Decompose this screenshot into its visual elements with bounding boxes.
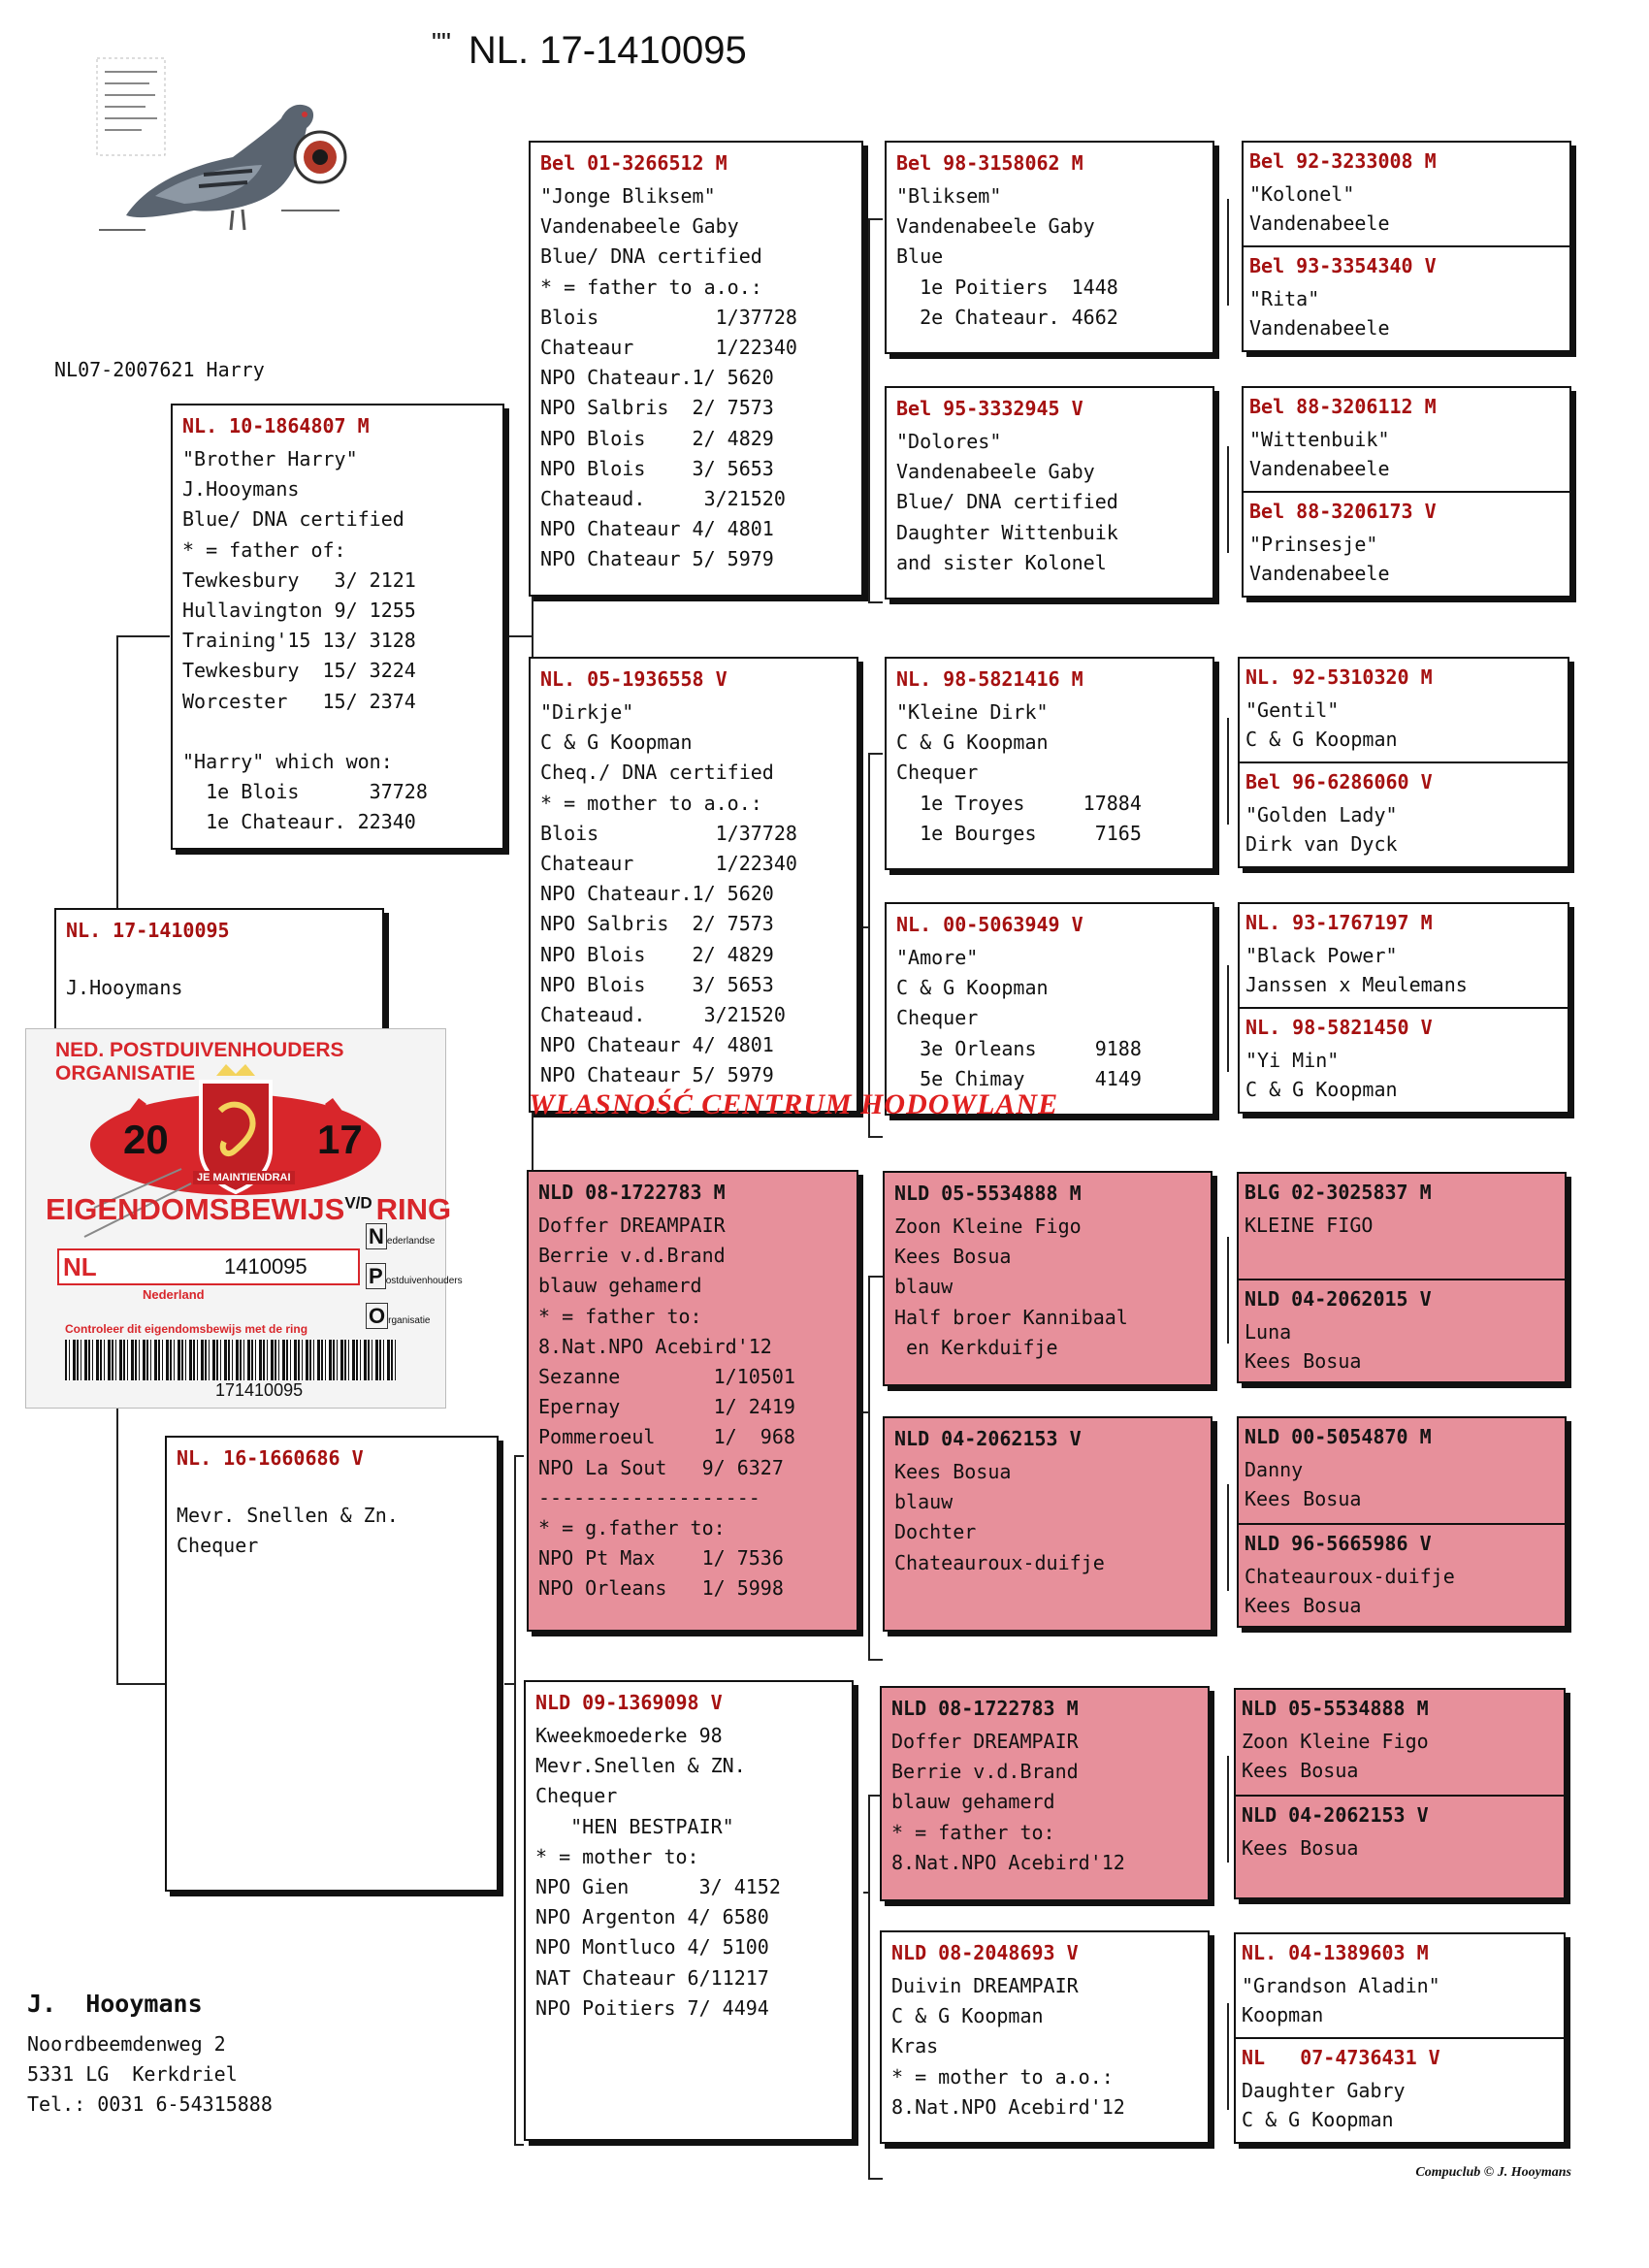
- certificate-title-main: EIGENDOMSBEWIJS: [46, 1192, 345, 1226]
- gen4-entry: [1239, 1174, 1565, 1280]
- ring-number: NLD 08-1722783 M: [891, 1697, 1079, 1720]
- pigeon-icon: [87, 50, 359, 244]
- result-line: NPO Argenton 4/ 6580: [535, 1905, 769, 1929]
- info-line: Vandenabeele: [1249, 211, 1390, 235]
- info-line: Doffer DREAMPAIR: [891, 1730, 1079, 1753]
- ring-number: NL. 93-1767197 M: [1245, 911, 1433, 934]
- info-line: C & G Koopman: [891, 2004, 1044, 2028]
- ring-number: NL. 98-5821450 V: [1245, 1016, 1433, 1039]
- certificate-country: Nederland: [143, 1287, 205, 1302]
- connector-line: [116, 635, 118, 917]
- gen3-box-1[interactable]: [885, 141, 1214, 354]
- info-line: Mevr. Snellen & Zn.: [177, 1504, 399, 1527]
- header-ring-number: NL. 17-1410095: [468, 29, 747, 72]
- result-line: NPO Salbris 2/ 7573: [540, 396, 774, 420]
- result-line: 1e Blois 37728: [182, 780, 428, 804]
- connector-line: [868, 2178, 883, 2180]
- certificate-year-right: 17: [317, 1117, 363, 1162]
- gen4-entry: [1239, 1525, 1565, 1620]
- gen3-box-7[interactable]: [880, 1686, 1210, 1901]
- info-line: Blue/ DNA certified: [896, 490, 1118, 514]
- result-line: NPO Montluco 4/ 5100: [535, 1935, 769, 1960]
- gen3-box-6[interactable]: [883, 1416, 1212, 1632]
- info-line: Zoon Kleine Figo: [1242, 1730, 1429, 1753]
- gen4-entry: [1236, 1934, 1564, 2039]
- connector-line: [514, 1455, 524, 1457]
- info-line: Chequer: [896, 1006, 979, 1030]
- connector-line: [1227, 718, 1229, 825]
- certificate-country-code: NL: [63, 1252, 97, 1281]
- info-line: C & G Koopman: [1242, 2108, 1394, 2131]
- info-line: Kees Bosua: [894, 1460, 1012, 1483]
- gen4-pair-1[interactable]: [1242, 141, 1571, 352]
- connector-line: [504, 635, 532, 637]
- result-line: Tewkesbury 3/ 2121: [182, 567, 416, 592]
- info-line: Janssen x Meulemans: [1245, 973, 1468, 996]
- result-line: 1e Chateaur. 22340: [182, 810, 416, 834]
- info-line: Luna: [1245, 1320, 1292, 1344]
- info-line: blauw: [894, 1275, 954, 1299]
- connector-line: [868, 218, 870, 601]
- sire-label: NL07-2007621 Harry: [54, 358, 265, 381]
- result-line: NPO Salbris 2/ 7573: [540, 912, 774, 936]
- result-line: NPO Chateaur.1/ 5620: [540, 366, 774, 390]
- certificate-year-left: 20: [123, 1117, 169, 1162]
- owner-name: J. Hooymans: [27, 1990, 203, 2018]
- result-line: Chateaud. 3/21520: [540, 1003, 786, 1027]
- ring-number: NLD 96-5665986 V: [1245, 1532, 1432, 1555]
- info-line: "Grandson Aladin": [1242, 1974, 1440, 1997]
- connector-line: [868, 1659, 883, 1661]
- info-line: * = mother to a.o.:: [891, 2064, 1114, 2089]
- connector-line: [116, 1683, 165, 1685]
- certificate-ring-field: [57, 1248, 360, 1285]
- result-line: Blois 1/37728: [540, 821, 797, 845]
- info-line: * = mother to a.o.:: [540, 791, 762, 815]
- ring-number: Bel 01-3266512 M: [540, 151, 728, 175]
- info-line: C & G Koopman: [1245, 728, 1398, 751]
- certificate-control-text: Controleer dit eigendomsbewijs met de ring: [65, 1322, 308, 1336]
- info-line: Chequer: [535, 1784, 618, 1808]
- ring-number: NLD 05-5534888 M: [894, 1182, 1082, 1205]
- info-line: "Kleine Dirk": [896, 700, 1049, 724]
- npo-letter-p: P: [366, 1263, 386, 1289]
- result-line: 2e Chateaur. 4662: [896, 305, 1118, 329]
- result-line: Tewkesbury 15/ 3224: [182, 659, 416, 683]
- result-line: Worcester 15/ 2374: [182, 689, 416, 713]
- result-line: Chateaud. 3/21520: [540, 487, 786, 511]
- info-line: "Prinsesje": [1249, 533, 1378, 556]
- connector-line: [868, 1276, 883, 1278]
- result-line: NPO Blois 3/ 5653: [540, 456, 774, 480]
- info-line: Kees Bosua: [894, 1245, 1012, 1269]
- ring-number: NL 07-4736431 V: [1242, 2046, 1440, 2069]
- header-quote-mark: "": [432, 27, 451, 57]
- gen4-entry: [1240, 904, 1568, 1009]
- info-line: KLEINE FIGO: [1245, 1214, 1374, 1237]
- info-line: Vandenabeele: [1249, 562, 1390, 585]
- connector-line: [1227, 2003, 1229, 2110]
- gen4-entry: [1240, 1009, 1568, 1104]
- gen4-entry: [1244, 388, 1569, 493]
- npo-letter-o: O: [366, 1303, 388, 1329]
- info-line: Blue: [896, 244, 944, 269]
- info-line: * = father to:: [891, 1820, 1055, 1844]
- gen4-pair-7[interactable]: [1234, 1688, 1566, 1899]
- info-line: Kees Bosua: [1245, 1487, 1362, 1510]
- ring-number: NL. 04-1389603 M: [1242, 1941, 1429, 1964]
- info-line: "Brother Harry": [182, 447, 358, 470]
- connector-line: [868, 753, 870, 1136]
- connector-line: [1227, 965, 1229, 1072]
- connector-line: [514, 2144, 524, 2146]
- ring-number: Bel 98-3158062 M: [896, 151, 1083, 175]
- info-line: Chateauroux-duifje: [894, 1550, 1105, 1574]
- result-line: NPO Chateaur 4/ 4801: [540, 1033, 774, 1057]
- owner-line: J.Hooymans: [66, 976, 183, 999]
- ownership-certificate: [25, 1028, 463, 1409]
- info-line: Cheq./ DNA certified: [540, 761, 774, 785]
- npo-line-p: [366, 1259, 463, 1299]
- info-line: Doffer DREAMPAIR: [538, 1214, 726, 1237]
- info-line: Chequer: [177, 1534, 259, 1558]
- info-line: and sister Kolonel: [896, 550, 1107, 574]
- result-line: NPO Blois 2/ 4829: [540, 942, 774, 966]
- info-line: "Dirkje": [540, 700, 634, 724]
- npo-word-n: ederlandse: [386, 1236, 436, 1247]
- info-line: Dirk van Dyck: [1245, 832, 1398, 856]
- sire-box[interactable]: [171, 404, 504, 850]
- certificate-npo-block: [366, 1219, 463, 1339]
- gen4-entry: [1244, 143, 1569, 247]
- ring-number: NL. 16-1660686 V: [177, 1446, 364, 1470]
- result-line: Training'15 13/ 3128: [182, 629, 416, 653]
- connector-line: [868, 601, 883, 603]
- gen3-box-5[interactable]: [883, 1171, 1212, 1386]
- ring-number: Bel 96-6286060 V: [1245, 770, 1433, 794]
- owner-street: Noordbeemdenweg 2: [27, 2032, 226, 2056]
- info-line: "Amore": [896, 946, 979, 969]
- result-line: NPO La Sout 9/ 6327: [538, 1455, 784, 1479]
- info-line: blauw gehamerd: [891, 1790, 1055, 1814]
- info-line: Zoon Kleine Figo: [894, 1215, 1082, 1238]
- connector-line: [1227, 1756, 1229, 1863]
- result-line: NPO Chateaur.1/ 5620: [540, 882, 774, 906]
- ring-number: NL. 98-5821416 M: [896, 667, 1083, 691]
- connector-line: [868, 218, 883, 220]
- gen4-entry: [1239, 1280, 1565, 1376]
- ring-number: NL. 92-5310320 M: [1245, 665, 1433, 689]
- info-line: * = father to:: [538, 1304, 702, 1328]
- info-line: 8.Nat.NPO Acebird'12: [891, 1850, 1125, 1874]
- connector-line: [868, 1795, 870, 2178]
- ring-number: NLD 09-1369098 V: [535, 1691, 723, 1714]
- info-line: C & G Koopman: [540, 730, 693, 755]
- info-line: Duivin DREAMPAIR: [891, 1974, 1079, 1997]
- gen3-box-4[interactable]: [885, 902, 1214, 1116]
- owner-city: 5331 LG Kerkdriel: [27, 2062, 238, 2086]
- info-line: * = g.father to:: [538, 1516, 726, 1540]
- gen2-box-1[interactable]: [529, 141, 863, 597]
- info-line: "Dolores": [896, 430, 1002, 453]
- ring-number: NLD 04-2062153 V: [1242, 1803, 1429, 1827]
- info-line: * = mother to:: [535, 1844, 699, 1868]
- connector-line: [116, 1407, 118, 1683]
- info-line: Koopman: [1242, 2003, 1324, 2026]
- result-line: Sezanne 1/10501: [538, 1365, 795, 1389]
- info-line: Chateauroux-duifje: [1245, 1565, 1455, 1588]
- gen3-box-2[interactable]: [885, 386, 1214, 599]
- gen3-box-3[interactable]: [885, 657, 1214, 870]
- result-line: NAT Chateaur 6/11217: [535, 1965, 769, 1990]
- result-line: NPO Gien 3/ 4152: [535, 1875, 781, 1899]
- ring-number: Bel 92-3233008 M: [1249, 149, 1437, 173]
- ring-number: NL. 10-1864807 M: [182, 414, 370, 437]
- result-line: 1e Troyes 17884: [896, 791, 1142, 815]
- info-line: en Kerkduifje: [894, 1335, 1058, 1359]
- npo-letter-n: N: [366, 1223, 387, 1249]
- info-line: Kees Bosua: [1245, 1594, 1362, 1617]
- info-line: "Bliksem": [896, 184, 1002, 208]
- result-line: 1e Poitiers 1448: [896, 275, 1118, 299]
- info-line: Vandenabeele Gaby: [896, 460, 1095, 484]
- result-line: NPO Blois 2/ 4829: [540, 426, 774, 450]
- gen4-pair-3[interactable]: [1238, 657, 1569, 868]
- connector-line: [504, 1683, 514, 1685]
- gen2-box-2[interactable]: [529, 657, 858, 1113]
- certificate-ring-number: 1410095: [224, 1254, 307, 1279]
- result-line: Epernay 1/ 2419: [538, 1395, 795, 1419]
- info-line: C & G Koopman: [1245, 1078, 1398, 1101]
- gen4-pair-6[interactable]: [1237, 1416, 1567, 1628]
- info-line: "Wittenbuik": [1249, 428, 1390, 451]
- ring-number: NL. 00-5063949 V: [896, 913, 1083, 936]
- gen4-entry: [1240, 763, 1568, 859]
- info-line: Chequer: [896, 761, 979, 785]
- result-line: Hullavington 9/ 1255: [182, 599, 416, 623]
- result-line: 3e Orleans 9188: [896, 1036, 1142, 1060]
- connector-line: [514, 1455, 516, 2144]
- certificate-barcode: [65, 1340, 397, 1380]
- result-line: Pommeroeul 1/ 968: [538, 1425, 795, 1449]
- ring-number: NLD 08-1722783 M: [538, 1181, 726, 1204]
- info-line: J.Hooymans: [182, 477, 300, 502]
- pedigree-header: [432, 27, 747, 73]
- info-line: Danny: [1245, 1458, 1304, 1481]
- info-line: Kras: [891, 2034, 939, 2058]
- gen4-entry: [1236, 1690, 1564, 1797]
- gen3-box-8[interactable]: [880, 1930, 1210, 2144]
- ring-number: NLD 00-5054870 M: [1245, 1425, 1432, 1448]
- divider-line: -------------------: [538, 1485, 760, 1509]
- certificate-barcode-number: 171410095: [215, 1380, 304, 1400]
- gen4-entry: [1236, 1797, 1564, 1863]
- result-line: NPO Chateaur 5/ 5979: [540, 1063, 774, 1087]
- info-line: "Rita": [1249, 287, 1320, 310]
- connector-line: [868, 1276, 870, 1659]
- info-line: * = father of:: [182, 537, 346, 562]
- ring-number: NL. 05-1936558 V: [540, 667, 728, 691]
- ring-number: BLG 02-3025837 M: [1245, 1181, 1432, 1204]
- connector-line: [1227, 1484, 1229, 1591]
- info-line: 8.Nat.NPO Acebird'12: [891, 2094, 1125, 2119]
- info-line: Kees Bosua: [1242, 1836, 1359, 1860]
- npo-word-p: ostduivenhouders: [385, 1276, 463, 1286]
- info-line: blauw gehamerd: [538, 1274, 702, 1298]
- info-line: blauw: [894, 1490, 954, 1514]
- connector-line: [1227, 199, 1229, 306]
- gen2-box-4[interactable]: [524, 1680, 854, 2141]
- info-line: "Golden Lady": [1245, 803, 1398, 826]
- watermark-text: WLASNOŚĆ CENTRUM HODOWLANE: [529, 1088, 1059, 1120]
- ring-number: Bel 88-3206173 V: [1249, 500, 1437, 523]
- connector-line: [863, 926, 868, 928]
- connector-line: [868, 1136, 883, 1138]
- result-line: Blois 1/37728: [540, 305, 797, 329]
- npo-word-o: rganisatie: [388, 1315, 431, 1326]
- ring-number: NLD 08-2048693 V: [891, 1941, 1079, 1964]
- info-line: Kweekmoederke 98: [535, 1724, 723, 1747]
- result-line: 5e Chimay 4149: [896, 1066, 1142, 1090]
- gen2-box-3[interactable]: [527, 1170, 858, 1632]
- info-line: Half broer Kannibaal: [894, 1305, 1128, 1329]
- result-line: 1e Bourges 7165: [896, 821, 1142, 845]
- certificate-motto: JE MAINTIENDRAI: [193, 1171, 295, 1184]
- info-line: Vandenabeele: [1249, 457, 1390, 480]
- info-line: "Harry" which won:: [182, 749, 393, 773]
- info-line: "Gentil": [1245, 698, 1340, 722]
- info-line: C & G Koopman: [896, 730, 1049, 755]
- info-line: Daughter Gabry: [1242, 2079, 1406, 2102]
- result-line: NPO Poitiers 7/ 4494: [535, 1995, 769, 2020]
- certificate-org: NED. POSTDUIVENHOUDERS ORGANISATIE: [55, 1039, 344, 1085]
- subject-box[interactable]: [54, 908, 384, 1034]
- info-line: Dochter: [894, 1520, 977, 1544]
- connector-line: [863, 1411, 868, 1413]
- result-line: NPO Chateaur 5/ 5979: [540, 547, 774, 571]
- ring-number: Bel 93-3354340 V: [1249, 254, 1437, 277]
- connector-line: [116, 635, 170, 637]
- gen4-pair-4[interactable]: [1238, 902, 1569, 1114]
- info-line: Blue/ DNA certified: [540, 244, 762, 269]
- connector-line: [1227, 1237, 1229, 1344]
- connector-line: [1227, 446, 1229, 553]
- connector-line: [863, 1892, 868, 1894]
- ring-number: Bel 88-3206112 M: [1249, 395, 1437, 418]
- info-line: "Yi Min": [1245, 1049, 1340, 1072]
- connector-line: [868, 753, 883, 755]
- info-line: Blue/ DNA certified: [182, 507, 404, 532]
- certificate-title-sup: V/D: [344, 1193, 372, 1213]
- gen4-entry: [1244, 493, 1569, 588]
- info-line: "Kolonel": [1249, 182, 1355, 206]
- info-line: Vandenabeele Gaby: [540, 214, 739, 239]
- info-line: "Jonge Bliksem": [540, 184, 716, 208]
- info-line: Berrie v.d.Brand: [538, 1244, 726, 1268]
- result-line: NPO Blois 3/ 5653: [540, 972, 774, 996]
- pigeon-logo: [87, 50, 359, 244]
- ring-number: NL. 17-1410095: [66, 919, 230, 942]
- info-line: Kees Bosua: [1242, 1759, 1359, 1782]
- info-line: Vandenabeele Gaby: [896, 214, 1095, 239]
- npo-line-o: [366, 1299, 463, 1339]
- info-line: Mevr.Snellen & ZN.: [535, 1754, 746, 1778]
- ring-number: NLD 05-5534888 M: [1242, 1697, 1429, 1720]
- info-line: "HEN BESTPAIR": [535, 1814, 734, 1838]
- certificate-title-end: RING: [375, 1192, 452, 1226]
- info-line: Vandenabeele: [1249, 316, 1390, 340]
- result-line: Chateaur 1/22340: [540, 852, 797, 876]
- info-line: Kees Bosua: [1245, 1349, 1362, 1373]
- dam-box[interactable]: [165, 1436, 499, 1892]
- result-line: Chateaur 1/22340: [540, 336, 797, 360]
- gen4-entry: [1239, 1418, 1565, 1525]
- connector-line: [863, 407, 868, 409]
- info-line: * = father to a.o.:: [540, 275, 762, 299]
- ring-number: NLD 04-2062153 V: [894, 1427, 1082, 1450]
- result-line: NPO Orleans 1/ 5998: [538, 1576, 784, 1601]
- npo-line-n: [366, 1219, 463, 1259]
- info-line: C & G Koopman: [896, 976, 1049, 1000]
- gen4-pair-2[interactable]: [1242, 386, 1571, 598]
- credit-text: Compuclub © J. Hooymans: [1415, 2165, 1571, 2180]
- ring-number: Bel 95-3332945 V: [896, 397, 1083, 420]
- info-line: Berrie v.d.Brand: [891, 1760, 1079, 1784]
- result-line: NPO Chateaur 4/ 4801: [540, 517, 774, 541]
- gen4-entry: [1240, 659, 1568, 763]
- info-line: "Black Power": [1245, 944, 1398, 967]
- gen4-pair-5[interactable]: [1237, 1172, 1567, 1383]
- ring-number: NLD 04-2062015 V: [1245, 1287, 1432, 1311]
- info-line: Daughter Wittenbuik: [896, 520, 1118, 544]
- owner-phone: Tel.: 0031 6-54315888: [27, 2092, 273, 2116]
- gen4-pair-8[interactable]: [1234, 1932, 1566, 2144]
- gen4-entry: [1236, 2039, 1564, 2134]
- result-line: NPO Pt Max 1/ 7536: [538, 1546, 784, 1571]
- result-line: 8.Nat.NPO Acebird'12: [538, 1334, 772, 1358]
- gen4-entry: [1244, 247, 1569, 342]
